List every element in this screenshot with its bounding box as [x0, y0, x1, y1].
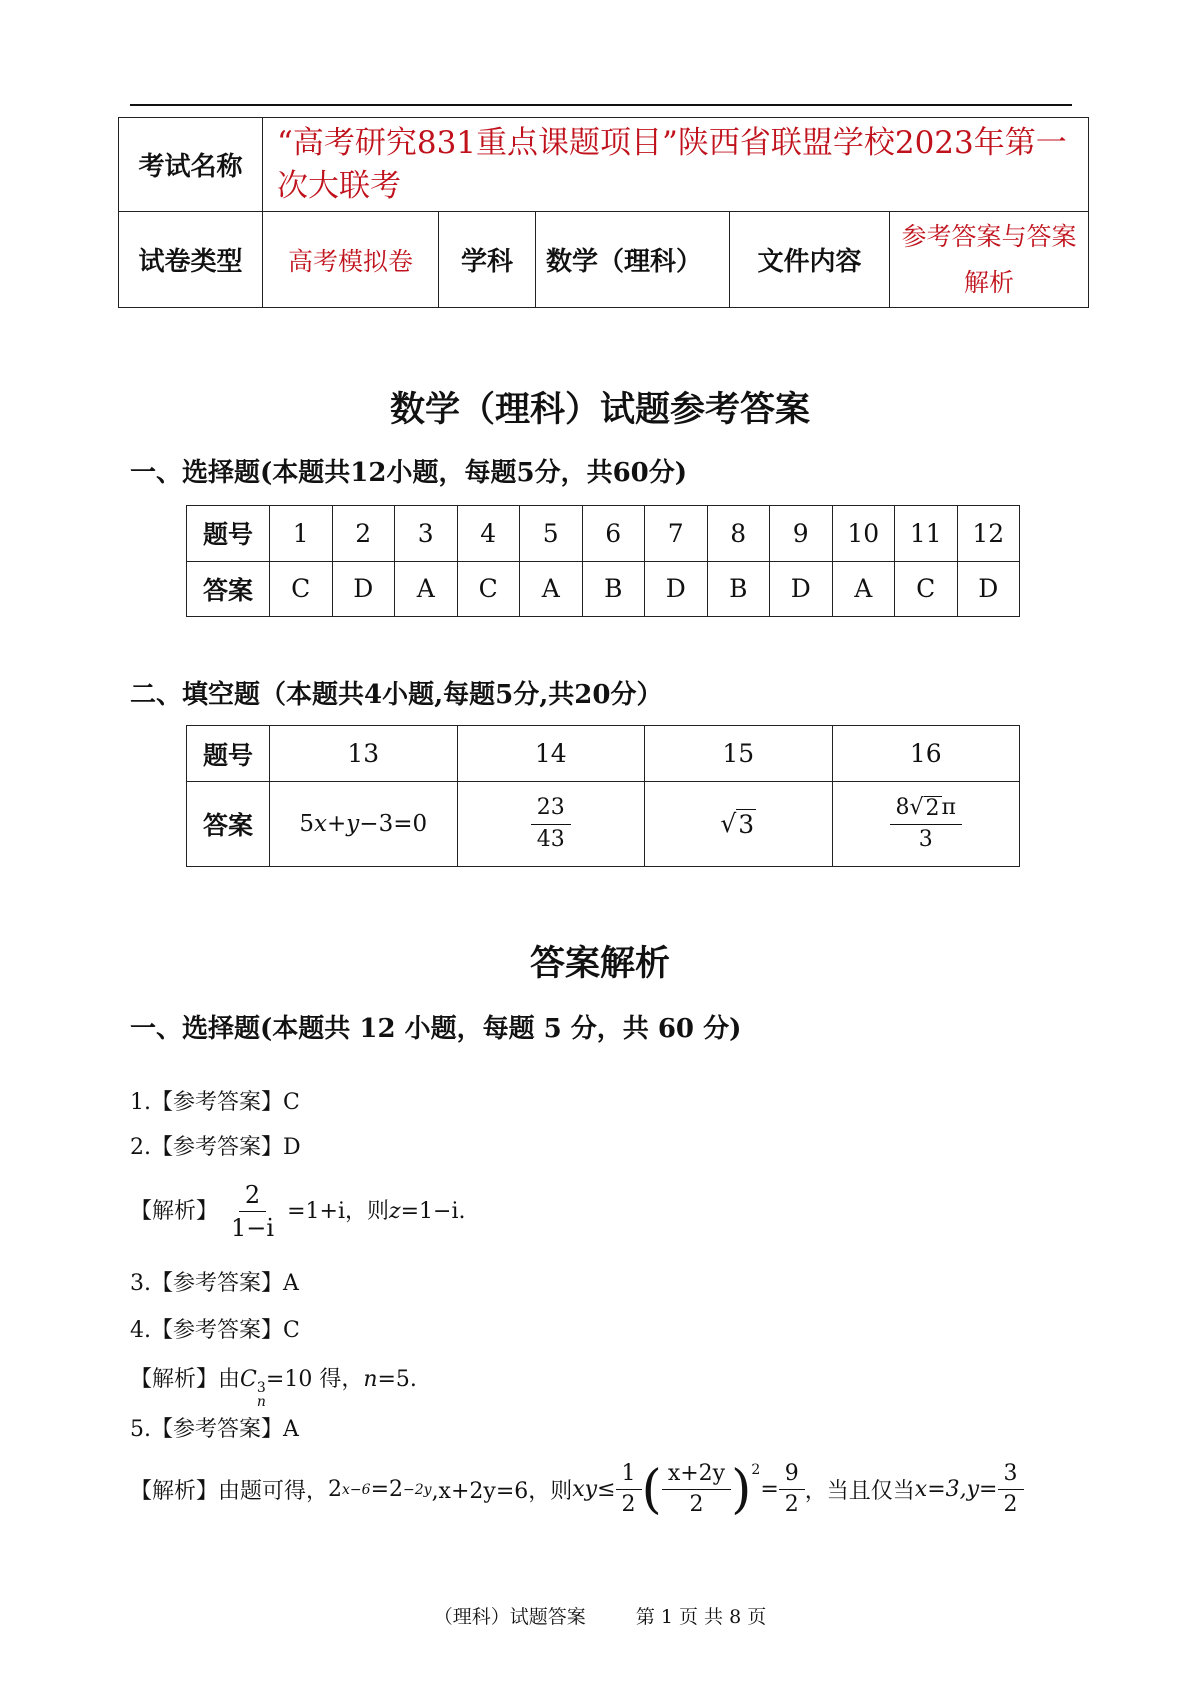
e5-three-halves — [998, 1462, 1024, 1517]
item-answer: D — [283, 1135, 301, 1160]
mc-answer-cell: C — [270, 561, 333, 617]
e4-pre: 由 — [218, 1367, 241, 1392]
subject-label: 学科 — [439, 212, 536, 308]
mc-answer-cell: C — [895, 561, 958, 617]
answer-14 — [457, 782, 645, 867]
ref-label: 【参考答案】 — [151, 1135, 284, 1160]
a13-y: y — [346, 811, 360, 837]
mc-answer-cell: D — [645, 561, 708, 617]
explanation-2 — [130, 1182, 465, 1242]
mc-number-cell: 6 — [582, 506, 645, 562]
explain-label: 【解析】 — [130, 1367, 219, 1392]
a14-fraction — [531, 796, 571, 851]
e2-fraction — [225, 1182, 280, 1242]
answer-16 — [832, 782, 1020, 867]
explain-label: 【解析】 — [130, 1479, 219, 1505]
e5-f1-num: 1 — [616, 1462, 642, 1490]
mc-number-cell: 7 — [645, 506, 708, 562]
explanation-5 — [130, 1459, 1024, 1520]
e2-denominator: 1−i — [231, 1214, 275, 1243]
explain-label: 【解析】 — [130, 1198, 219, 1224]
analysis-title: 答案解析 — [529, 943, 670, 984]
e5-exp1: x−6 — [342, 1481, 371, 1498]
page-footer — [0, 1602, 1200, 1629]
e5-left-paren: ( — [641, 1459, 662, 1520]
mc-answer-cell: A — [832, 561, 895, 617]
mc-number-cell: 1 — [270, 506, 333, 562]
a13-plus: + — [327, 811, 347, 837]
a16-coef: 8 — [895, 794, 910, 820]
item-answer: A — [283, 1271, 299, 1296]
answer-item-1 — [130, 1085, 300, 1116]
a13-coef: 5 — [299, 811, 315, 837]
a16-pi: π — [941, 794, 956, 820]
a16-denominator: 3 — [918, 827, 933, 852]
ref-label: 【参考答案】 — [151, 1090, 284, 1115]
e4-sub: n — [256, 1394, 266, 1410]
mc-number-cell: 8 — [707, 506, 770, 562]
mc-answer-cell: C — [457, 561, 520, 617]
page-title: 数学（理科）试题参考答案 — [389, 389, 810, 430]
a14-denominator: 43 — [536, 826, 565, 852]
e5-equals: = — [760, 1477, 779, 1503]
answer-item-4 — [130, 1313, 300, 1344]
mc-number-cell: 4 — [457, 506, 520, 562]
a13-rest: −3=0 — [359, 811, 428, 837]
e5-mid: ,x+2y=6，则 — [431, 1479, 573, 1505]
paper-type-label: 试卷类型 — [119, 212, 263, 308]
answer-13 — [270, 782, 458, 867]
mc-answer-cell: D — [332, 561, 395, 617]
mc-number-cell: 9 — [770, 506, 833, 562]
mc-answer-header: 答案 — [187, 561, 270, 617]
mc-number-cell: 2 — [332, 506, 395, 562]
mc-number-row — [187, 506, 1020, 562]
exam-name-label: 考试名称 — [119, 118, 263, 212]
mc-answer-cell: A — [520, 561, 583, 617]
item-number: 3. — [130, 1271, 151, 1296]
fill-blank-answer-table — [186, 725, 1020, 867]
a14-numerator: 23 — [531, 796, 571, 824]
section2-heading: 二、填空题（本题共4小题,每题5分,共20分） — [130, 680, 663, 710]
e5-f3-num: 9 — [779, 1462, 805, 1490]
footer-doc-name: （理科）试题答案 — [433, 1606, 586, 1628]
a15-radicand: 3 — [738, 810, 755, 839]
e2-tail: =1−i. — [400, 1198, 466, 1224]
a16-radicand: 2 — [925, 795, 940, 821]
e5-when: ，当且仅当 — [804, 1479, 915, 1505]
e5-pre: 由题可得， — [218, 1479, 329, 1505]
fb-answer-header: 答案 — [187, 782, 270, 867]
item-answer: A — [283, 1417, 299, 1442]
e5-nine-halves — [779, 1462, 805, 1517]
mc-answer-row — [187, 561, 1020, 617]
e5-f2-num: x+2y — [662, 1462, 731, 1490]
item-answer: C — [283, 1090, 300, 1115]
mc-number-cell: 12 — [957, 506, 1020, 562]
answer-15 — [645, 782, 833, 867]
mc-answer-cell: A — [395, 561, 458, 617]
top-rule — [130, 104, 1072, 106]
ref-label: 【参考答案】 — [151, 1417, 284, 1442]
item-answer: C — [283, 1318, 300, 1343]
a16-fraction — [890, 796, 963, 852]
analysis-heading: 一、选择题(本题共 12 小题，每题 5 分，共 60 分) — [130, 1014, 742, 1044]
a16-numerator: 8√ 2 π — [890, 796, 963, 825]
e5-f4-den: 2 — [1003, 1492, 1018, 1518]
fb-number-header: 题号 — [187, 726, 270, 782]
a13-x: x — [314, 811, 328, 837]
e2-z: z — [388, 1198, 401, 1224]
mc-answer-cell: D — [957, 561, 1020, 617]
e5-le: ≤ — [597, 1477, 616, 1503]
e5-base: 2 — [328, 1477, 343, 1503]
exam-name-value: “高考研究831重点课题项目”陕西省联盟学校2023年第一次大联考 — [263, 118, 1089, 212]
mc-answer-cell: B — [707, 561, 770, 617]
mc-answer-cell: B — [582, 561, 645, 617]
mc-number-cell: 3 — [395, 506, 458, 562]
mc-number-header: 题号 — [187, 506, 270, 562]
e5-eq: =2 — [370, 1477, 404, 1503]
e5-f4-num: 3 — [998, 1462, 1024, 1490]
content-value: 参考答案与答案解析 — [890, 212, 1089, 308]
e5-xy: xy — [572, 1477, 598, 1503]
e4-sup: 3 — [256, 1380, 266, 1396]
item-number: 1. — [130, 1090, 151, 1115]
answer-item-5 — [130, 1412, 299, 1443]
e5-inner-fraction — [662, 1462, 731, 1517]
e4-C: C — [240, 1367, 257, 1392]
e4-mid: =10 得， — [265, 1367, 364, 1392]
item-number: 2. — [130, 1135, 151, 1160]
a15-sqrt: √ 3 — [720, 809, 755, 839]
fb-number-cell: 13 — [270, 726, 458, 782]
item-number: 5. — [130, 1417, 151, 1442]
e5-f2-den: 2 — [689, 1492, 704, 1518]
content-label: 文件内容 — [730, 212, 890, 308]
subject-value: 数学（理科） — [536, 212, 730, 308]
fb-number-row — [187, 726, 1020, 782]
e2-numerator: 2 — [239, 1182, 266, 1212]
explanation-4 — [130, 1362, 417, 1409]
exam-info-table — [118, 117, 1089, 308]
answer-item-2 — [130, 1130, 301, 1161]
e5-condition: x=3,y= — [914, 1477, 998, 1503]
fb-number-cell: 16 — [832, 726, 1020, 782]
e5-square: 2 — [751, 1462, 761, 1478]
ref-label: 【参考答案】 — [151, 1271, 284, 1296]
e4-tail: =5. — [377, 1367, 417, 1392]
e5-exp2: −2y — [403, 1481, 432, 1498]
answer-item-3 — [130, 1266, 299, 1297]
multiple-choice-answer-table — [186, 505, 1020, 617]
paper-type-value: 高考模拟卷 — [263, 212, 439, 308]
e5-f3-den: 2 — [784, 1492, 799, 1518]
page-number: 第 1 页 共 8 页 — [635, 1606, 767, 1628]
mc-number-cell: 5 — [520, 506, 583, 562]
mc-number-cell: 10 — [832, 506, 895, 562]
fb-answer-row — [187, 782, 1020, 867]
section1-heading: 一、选择题(本题共12小题，每题5分，共60分) — [130, 458, 688, 488]
mc-number-cell: 11 — [895, 506, 958, 562]
item-number: 4. — [130, 1318, 151, 1343]
e5-f1-den: 2 — [621, 1492, 636, 1518]
fb-number-cell: 15 — [645, 726, 833, 782]
e5-half — [616, 1462, 642, 1517]
e2-equation: =1+i，则 — [287, 1198, 389, 1224]
e4-n: n — [363, 1367, 378, 1392]
ref-label: 【参考答案】 — [151, 1318, 284, 1343]
e5-right-paren: ) — [731, 1459, 752, 1520]
mc-answer-cell: D — [770, 561, 833, 617]
fb-number-cell: 14 — [457, 726, 645, 782]
